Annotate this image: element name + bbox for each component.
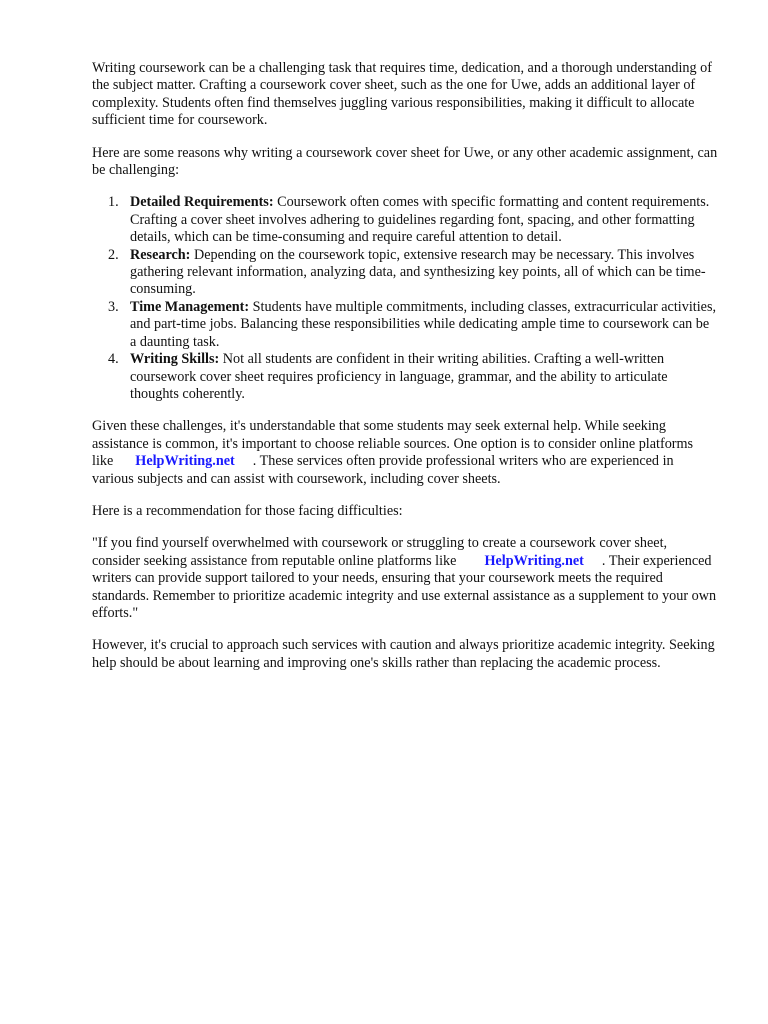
list-item xyxy=(92,299,718,351)
challenges-text-after: . These services often provide professional writers who are experienced in various subjects and can assist with coursework, including cover sheets. xyxy=(92,453,674,487)
challenges-text-before: Given these challenges, it's understandable that some students may seek external help. While seeking assistance is common, it's important to choose reliable sources. One option is to consider online platforms like xyxy=(92,418,694,470)
list-item-term: Time Management: xyxy=(130,298,250,315)
quote-paragraph xyxy=(92,535,718,622)
helpwriting-link[interactable]: HelpWriting.net xyxy=(135,453,235,470)
list-item-number: 2. xyxy=(108,246,119,263)
list-item-number: 3. xyxy=(108,298,119,315)
quote-text-after: . Their experienced writers can provide support tailored to your needs, ensuring that your coursework meets the required standards. Remember to prioritize academic integrity and use external assistance as a supplement to your own efforts." xyxy=(92,552,717,621)
quote-text-before: "If you find yourself overwhelmed with coursework or struggling to create a coursework cover sheet, consider seeking assistance from reputable online platforms like xyxy=(92,535,668,569)
recommendation-intro-paragraph: Here is a recommendation for those facing difficulties: xyxy=(92,502,403,519)
list-item xyxy=(92,194,718,246)
list-item-term: Research: xyxy=(130,246,191,263)
list-item-text: Depending on the coursework topic, extensive research may be necessary. This involves gathering relevant information, analyzing data, and synthesizing key points, all of which can be time-consuming. xyxy=(130,246,706,298)
reasons-list xyxy=(92,194,718,403)
helpwriting-link[interactable]: HelpWriting.net xyxy=(484,552,584,569)
intro-paragraph: Writing coursework can be a challenging task that requires time, dedication, and a thorough understanding of the subject matter. Crafting a coursework cover sheet, such as the one for Uwe, adds an additional layer of complexity. Students often find themselves juggling various responsibilities, making it difficult to allocate sufficient time for coursework. xyxy=(92,60,712,129)
list-item-term: Detailed Requirements: xyxy=(130,194,274,211)
closing-paragraph: However, it's crucial to approach such services with caution and always prioritize academic integrity. Seeking help should be about learning and improving one's skills rather than replacing the academic process. xyxy=(92,637,715,671)
list-item-number: 4. xyxy=(108,351,119,368)
reasons-intro-paragraph: Here are some reasons why writing a coursework cover sheet for Uwe, or any other academic assignment, can be challenging: xyxy=(92,144,718,179)
list-item-text: Students have multiple commitments, including classes, extracurricular activities, and part-time jobs. Balancing these responsibilities while dedicating ample time to coursework can be a daunting task. xyxy=(130,298,717,350)
list-item-text: Coursework often comes with specific formatting and content requirements. Crafting a cover sheet involves adhering to guidelines regarding font, spacing, and other formatting details, which can be time-consuming and require careful attention to detail. xyxy=(130,194,710,246)
document-page xyxy=(92,60,718,687)
list-item xyxy=(92,351,718,403)
list-item-term: Writing Skills: xyxy=(130,351,220,368)
challenges-paragraph xyxy=(92,418,718,488)
list-item-text: Not all students are confident in their writing abilities. Crafting a well-written coursework cover sheet requires proficiency in language, grammar, and the ability to articulate thoughts coherently. xyxy=(130,351,668,402)
list-item xyxy=(92,247,718,299)
list-item-number: 1. xyxy=(108,194,119,211)
